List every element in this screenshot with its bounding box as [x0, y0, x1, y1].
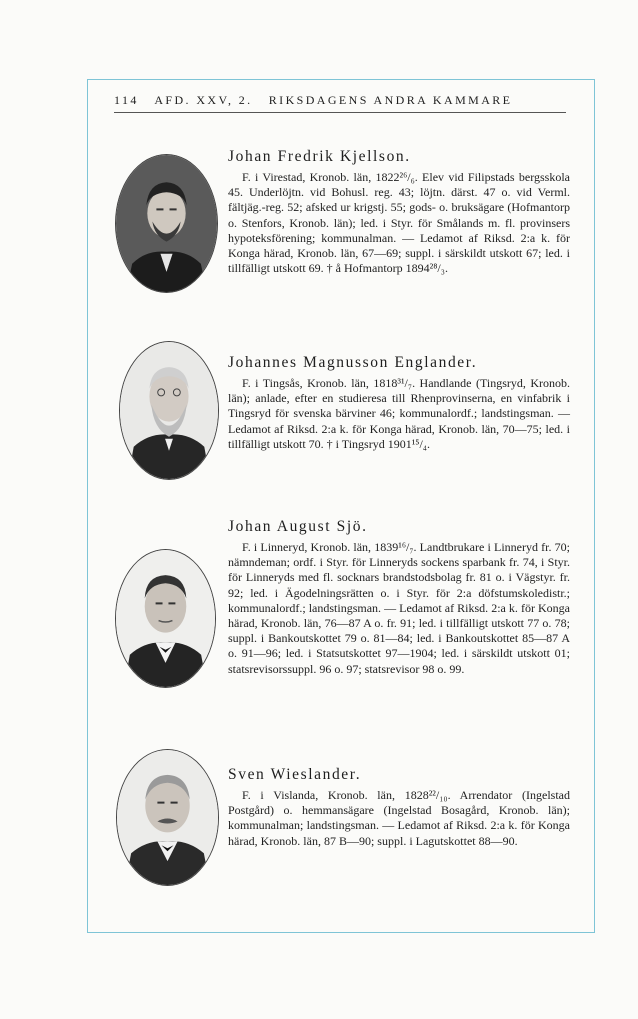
page-number: 114: [114, 93, 139, 107]
entry-name: Johan August Sjö.: [228, 518, 368, 535]
entry-bio: F. i Linneryd, Kronob. län, 1839¹⁶/₇. Landtbrukare i Linneryd fr. 70; nämndeman; ordf. i Styr. för Linneryds sockens sparbank fr. 74, i Styr. för Linneryds med fl. socknars brandstodsbolag fr. 81 o. i Vägstyr. fr. 92; led. i Ägodelningsrätten o. i Styr. för 2:a döfstumskoledistr.; kommunalordf.; landstingsman. — Ledamot af Riksd. 2:a k. för Konga härad, Kronob. län, 76—87 A o. fr. 91; led. i tillfälligt utskott 77 o. 78; suppl. i Bankoutskottet 79 o. 81—84; led. i Bankoutskottet 85—87 A o. 91—96; led. i Statsutskottet 97—1904; led. i särskildt utskott 01; statsrevisorssuppl. 96 o. 97; statsrevisor 98 o. 99.: [228, 540, 570, 676]
entry-wieslander: [228, 766, 570, 849]
portrait-wieslander: [116, 749, 219, 886]
entry-sjo: [228, 518, 570, 677]
header-rule: [114, 112, 566, 113]
entry-bio: F. i Virestad, Kronob. län, 1822²⁶/₆. Elev vid Filipstads bergsskola 45. Underlöjtn. vid Bohusl. reg. 43; löjtn. därst. 47 o. vid Verml. fältjäg.-reg. 52; afsked ur krigstj. 55; gods- o. bruksägare (Hofmantorp o. Stenfors, Kronob. län); led. i Styr. för Smålands m. fl. provinsers hypoteksförening; kommunalman. — Ledamot af Riksd. 2:a k. för Konga härad, Kronob. län, 67—69; suppl. i särskildt utskott 67; led. i tillfälligt utskott 69. † å Hofmantorp 1894²⁸/₃.: [228, 170, 570, 276]
entry-bio: F. i Tingsås, Kronob. län, 1818³¹/₇. Handlande (Tingsryd, Kronob. län); anlade, efter en studieresa till Rhenprovinserna, en vinfabrik i Tingsryd för svenska bärviner 46; kommunalordf.; landstingsman. — Ledamot af Riksd. 2:a k. för Konga härad, Kronob. län, 70—75; led. i tillfälligt utskott 70. † i Tingsryd 1901¹⁵/₄.: [228, 376, 570, 451]
header-title: RIKSDAGENS ANDRA KAMMARE: [268, 93, 513, 107]
entry-name: Johan Fredrik Kjellson.: [228, 148, 411, 165]
portrait-sjo: [115, 549, 216, 688]
entry-name: Johannes Magnusson Englander.: [228, 354, 478, 371]
portrait-englander: [119, 341, 219, 480]
section-label: AFD. XXV, 2.: [154, 93, 253, 107]
running-header: [114, 93, 566, 108]
entry-englander: [228, 354, 570, 452]
entry-name: Sven Wieslander.: [228, 766, 362, 783]
entry-kjellson: [228, 148, 570, 276]
entry-bio: F. i Vislanda, Kronob. län, 1828²²/₁₀. Arrendator (Ingelstad Postgård) o. hemmansägare (Ingelstad Bosagård, Kronob. län); kommunalman; landstingsman. — Ledamot af Riksd. 2:a k. för Konga härad, Kronob. län, 87 B—90; suppl. i Lagutskottet 88—90.: [228, 788, 570, 848]
portrait-kjellson: [115, 154, 218, 293]
